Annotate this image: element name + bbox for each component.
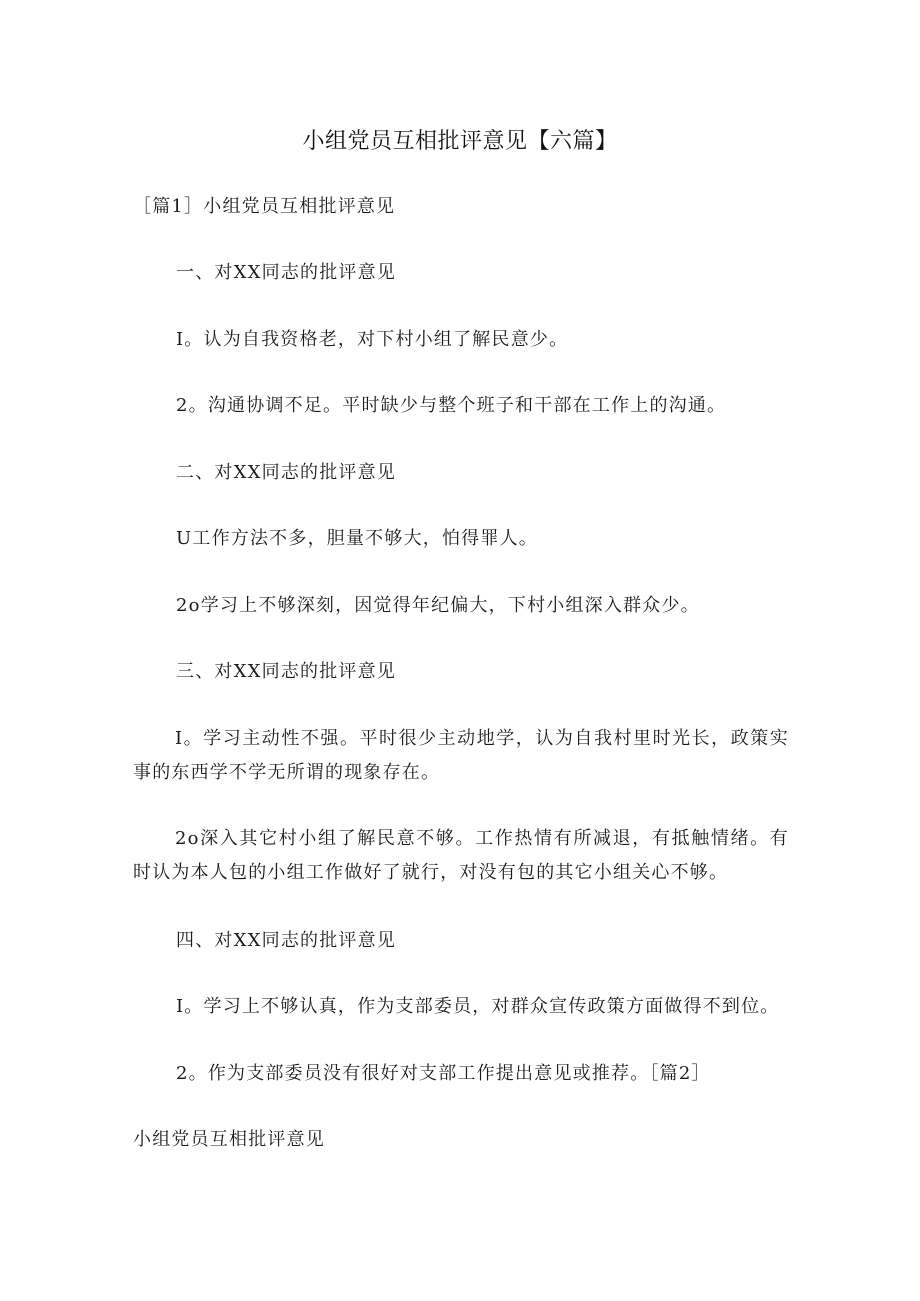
- section-heading: 一、对XX同志的批评意见: [176, 262, 397, 283]
- section-heading: 四、对XX同志的批评意见: [176, 930, 397, 951]
- list-item: I。认为自我资格老，对下村小组了解民意少。: [176, 329, 569, 350]
- list-item: I。学习上不够认真，作为支部委员，对群众宣传政策方面做得不到位。: [176, 996, 780, 1017]
- list-item: 2o深入其它村小组了解民意不够。工作热情有所减退，有抵触情绪。有时认为本人包的小组工作做好了就行，对没有包的其它小组关心不够。: [133, 828, 789, 883]
- document-title: 小组党员互相批评意见【六篇】: [302, 129, 618, 154]
- section-heading: 二、对XX同志的批评意见: [176, 462, 397, 483]
- list-item: 2o学习上不够深刻，因觉得年纪偏大，下村小组深入群众少。: [176, 595, 700, 616]
- list-item: 2。沟通协调不足。平时缺少与整个班子和干部在工作上的沟通。: [176, 395, 727, 416]
- list-item: U工作方法不多，胆量不够大，怕得罪人。: [176, 528, 538, 549]
- section-heading: 三、对XX同志的批评意见: [176, 661, 397, 682]
- list-item: 2。作为支部委员没有很好对支部工作提出意见或推荐。［篇2］: [176, 1063, 711, 1084]
- next-article-heading: 小组党员互相批评意见: [133, 1129, 325, 1150]
- list-item: I。学习主动性不强。平时很少主动地学，认为自我村里时光长，政策实事的东西学不学无所谓的现象存在。: [133, 728, 789, 783]
- article-heading: ［篇1］小组党员互相批评意见: [133, 196, 396, 217]
